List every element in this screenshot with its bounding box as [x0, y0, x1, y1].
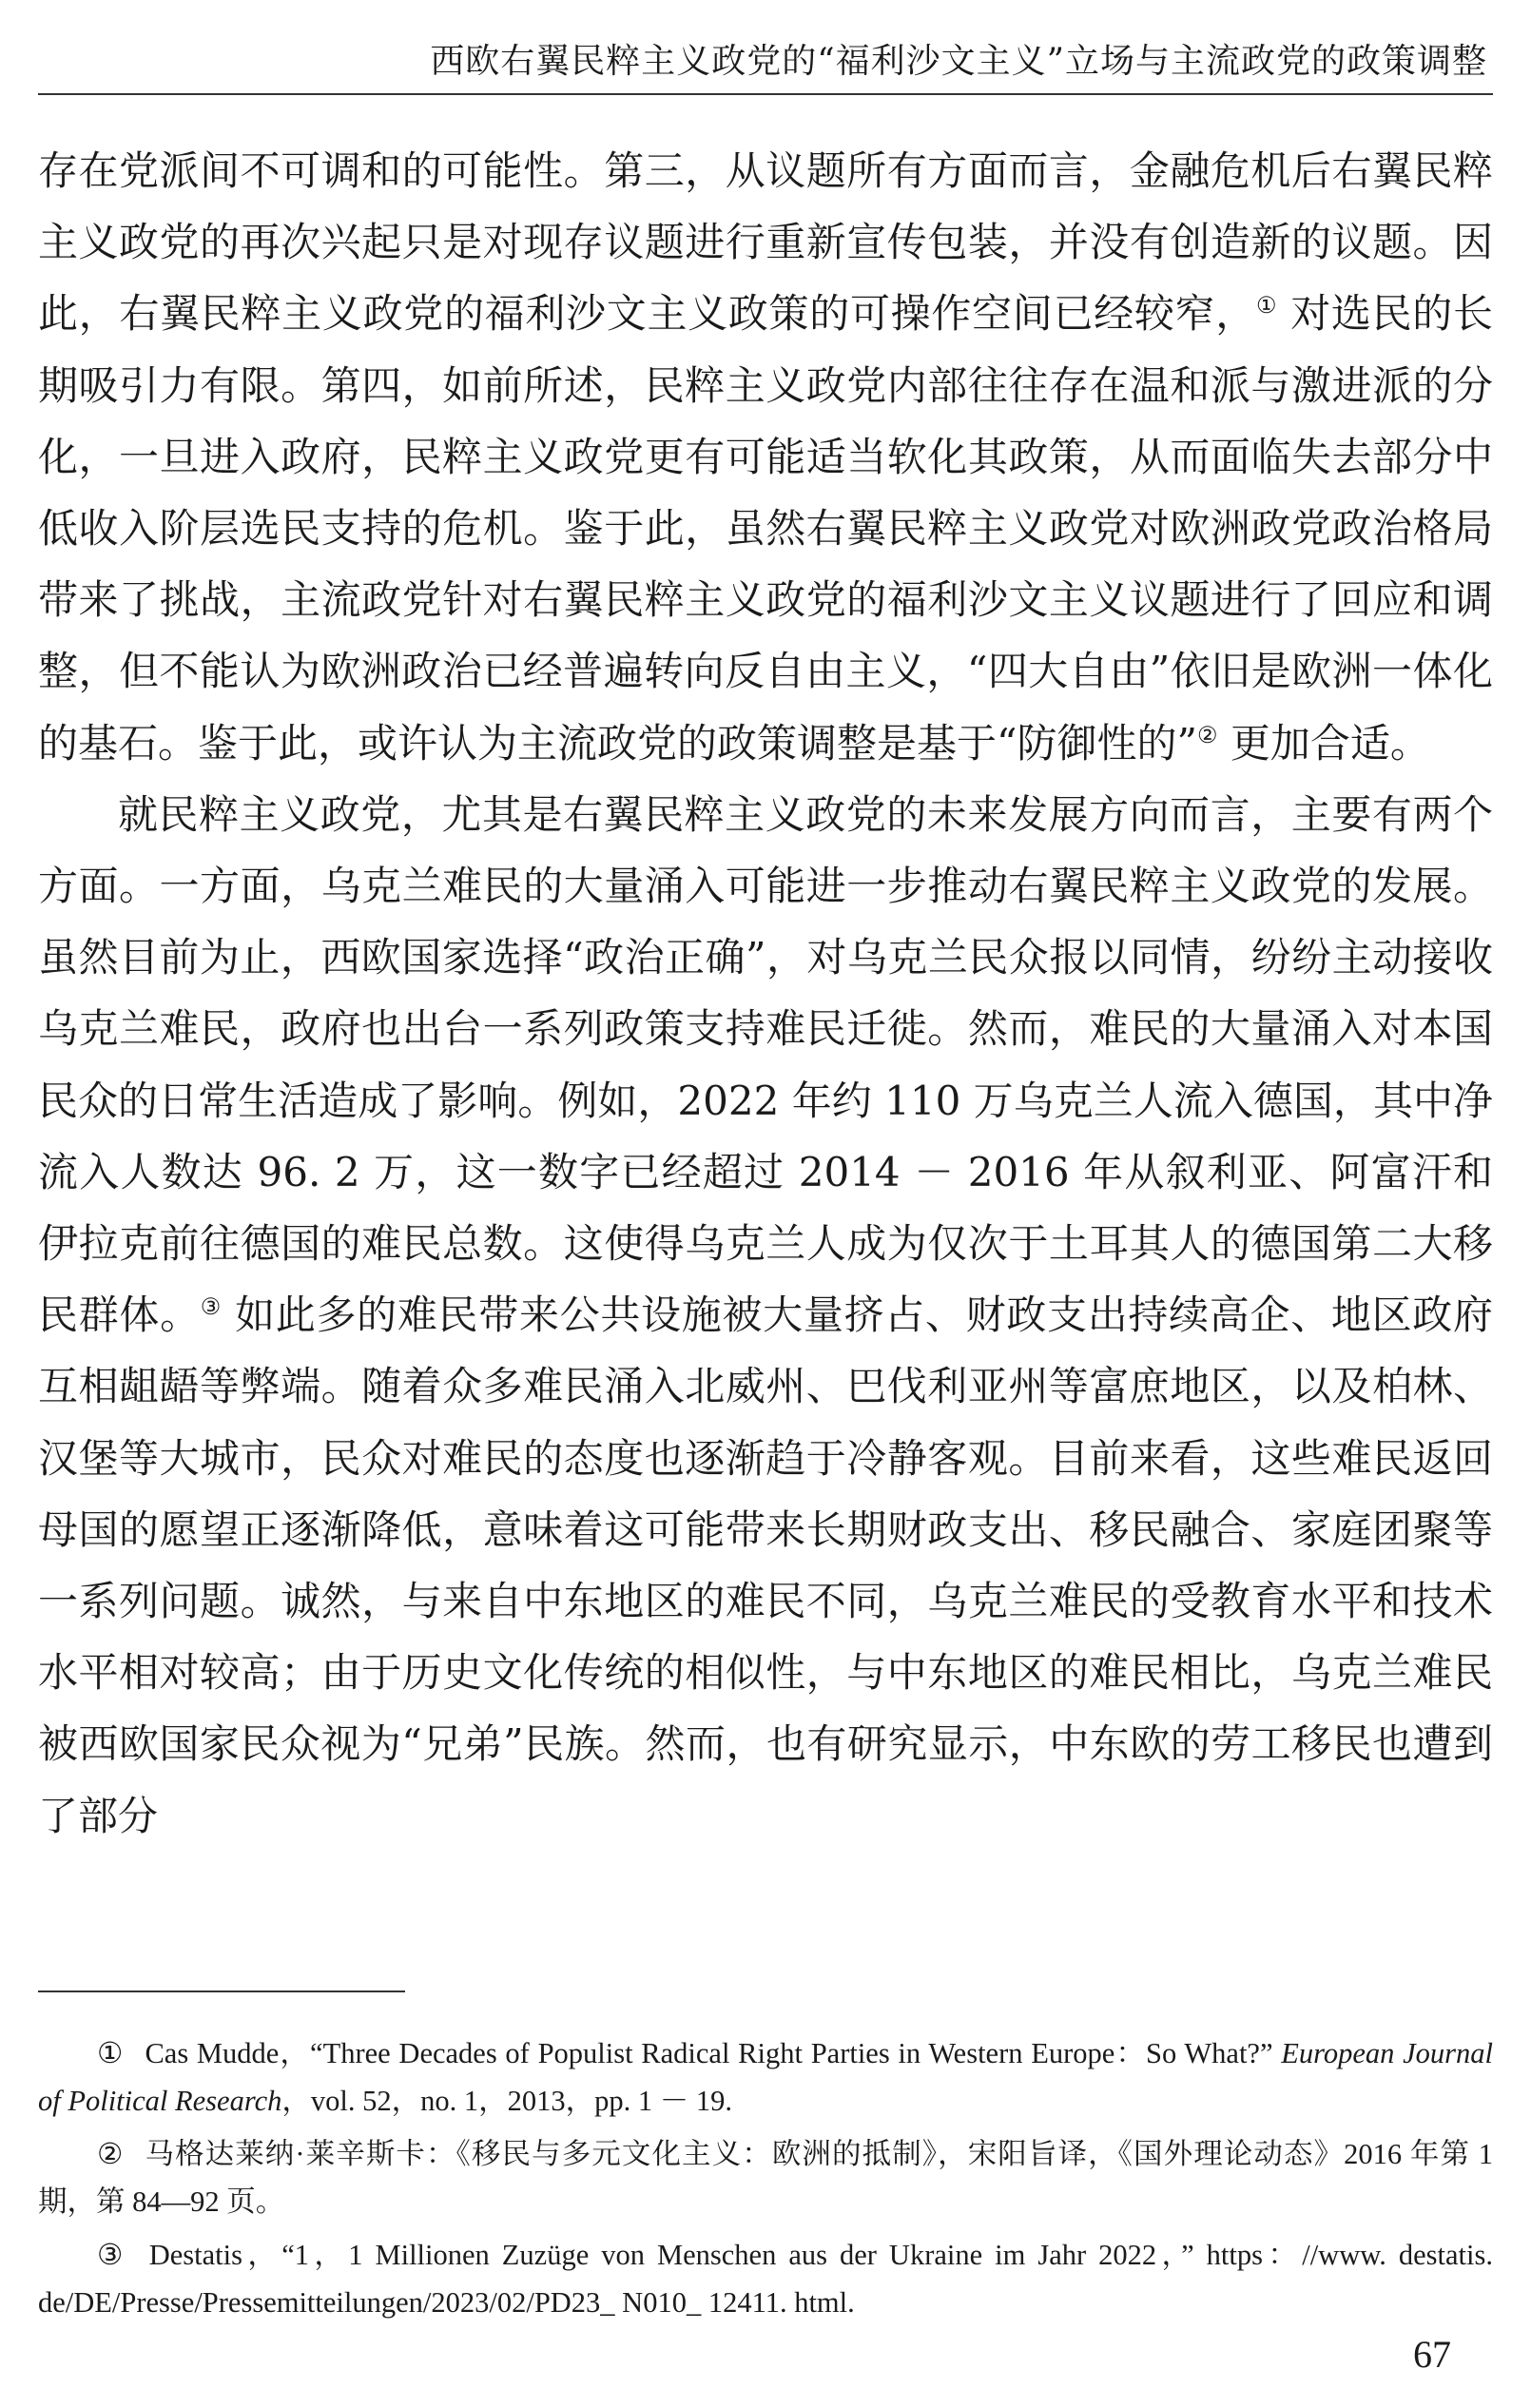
footnote-rule	[38, 1990, 405, 1992]
footnote-2-number: ②	[97, 2138, 125, 2170]
footnote-ref-3[interactable]: ③	[200, 1293, 223, 1321]
footnote-3	[38, 2231, 1493, 2326]
footnotes	[38, 2029, 1493, 2332]
p1-text-a: 存在党派间不可调和的可能性。第三，从议题所有方面而言，金融危机后右翼民粹主义政党的再次兴起只是对现存议题进行重新宣传包装，并没有创造新的议题。因此，右翼民粹主义政党的福利沙文主义政策的可操作空间已经较窄，	[38, 147, 1493, 338]
footnote-1	[38, 2029, 1493, 2125]
footnote-1-text-a: Cas Mudde，“Three Decades of Populist Radical Right Parties in Western Europe：So What?”	[145, 2037, 1282, 2069]
paragraph-1	[38, 135, 1493, 779]
p1-text-b: 对选民的长期吸引力有限。第四，如前所述，民粹主义政党内部往往存在温和派与激进派的分化，一旦进入政府，民粹主义政党更有可能适当软化其政策，从而面临失去部分中低收入阶层选民支持的危机。鉴于此，虽然右翼民粹主义政党对欧洲政党政治格局带来了挑战，主流政党针对右翼民粹主义政党的福利沙文主义议题进行了回应和调整，但不能认为欧洲政治已经普遍转向反自由主义，“四大自由”依旧是欧洲一体化的基石。鉴于此，或许认为主流政党的政策调整是基于“防御性的”	[38, 290, 1493, 767]
footnote-3-text: Destatis，“1，1 Millionen Zuzüge von Menschen aus der Ukraine im Jahr 2022，” https：//www. destatis. de/DE/Presse/Pressemitteilungen/2023/02/PD23_ N010_ 12411. html.	[38, 2239, 1493, 2319]
footnote-1-journal: European Journal of Political Research	[38, 2037, 1493, 2117]
footnote-ref-2[interactable]: ②	[1196, 721, 1218, 748]
footnote-3-number: ③	[97, 2239, 128, 2271]
main-text	[38, 135, 1493, 1852]
p2-text-b: 如此多的难民带来公共设施被大量挤占、财政支出持续高企、地区政府互相龃龉等弊端。随着众多难民涌入北威州、巴伐利亚州等富庶地区，以及柏林、汉堡等大城市，民众对难民的态度也逐渐趋于冷静客观。目前来看，这些难民返回母国的愿望正逐渐降低，意味着这可能带来长期财政支出、移民融合、家庭团聚等一系列问题。诚然，与来自中东地区的难民不同，乌克兰难民的受教育水平和技术水平相对较高；由于历史文化传统的相似性，与中东地区的难民相比，乌克兰难民被西欧国家民众视为“兄弟”民族。然而，也有研究显示，中东欧的劳工移民也遭到了部分	[38, 1291, 1493, 1839]
footnote-ref-1[interactable]: ①	[1255, 292, 1278, 320]
running-header: 西欧右翼民粹主义政党的“福利沙文主义”立场与主流政党的政策调整	[430, 42, 1487, 81]
footnote-2	[38, 2130, 1493, 2225]
paragraph-2	[38, 779, 1493, 1852]
p1-text-c: 更加合适。	[1217, 719, 1430, 767]
footnote-2-text: 马格达莱纳·莱辛斯卡：《移民与多元文化主义：欧洲的抵制》，宋阳旨译，《国外理论动态》2016 年第 1 期，第 84—92 页。	[38, 2138, 1494, 2218]
page-number: 67	[1413, 2333, 1451, 2376]
footnote-1-text-b: ，vol. 52，no. 1，2013，pp. 1 － 19.	[281, 2085, 732, 2117]
header-rule	[38, 93, 1493, 95]
footnote-1-number: ①	[97, 2037, 125, 2069]
p2-text-a: 就民粹主义政党，尤其是右翼民粹主义政党的未来发展方向而言，主要有两个方面。一方面，乌克兰难民的大量涌入可能进一步推动右翼民粹主义政党的发展。虽然目前为止，西欧国家选择“政治正确”，对乌克兰民众报以同情，纷纷主动接收乌克兰难民，政府也出台一系列政策支持难民迁徙。然而，难民的大量涌入对本国民众的日常生活造成了影响。例如，2022 年约 110 万乌克兰人流入德国，其中净流入人数达 96. 2 万，这一数字已经超过 2014 － 2016 年从叙利亚、阿富汗和伊拉克前往德国的难民总数。这使得乌克兰人成为仅次于土耳其人的德国第二大移民群体。	[38, 790, 1493, 1339]
